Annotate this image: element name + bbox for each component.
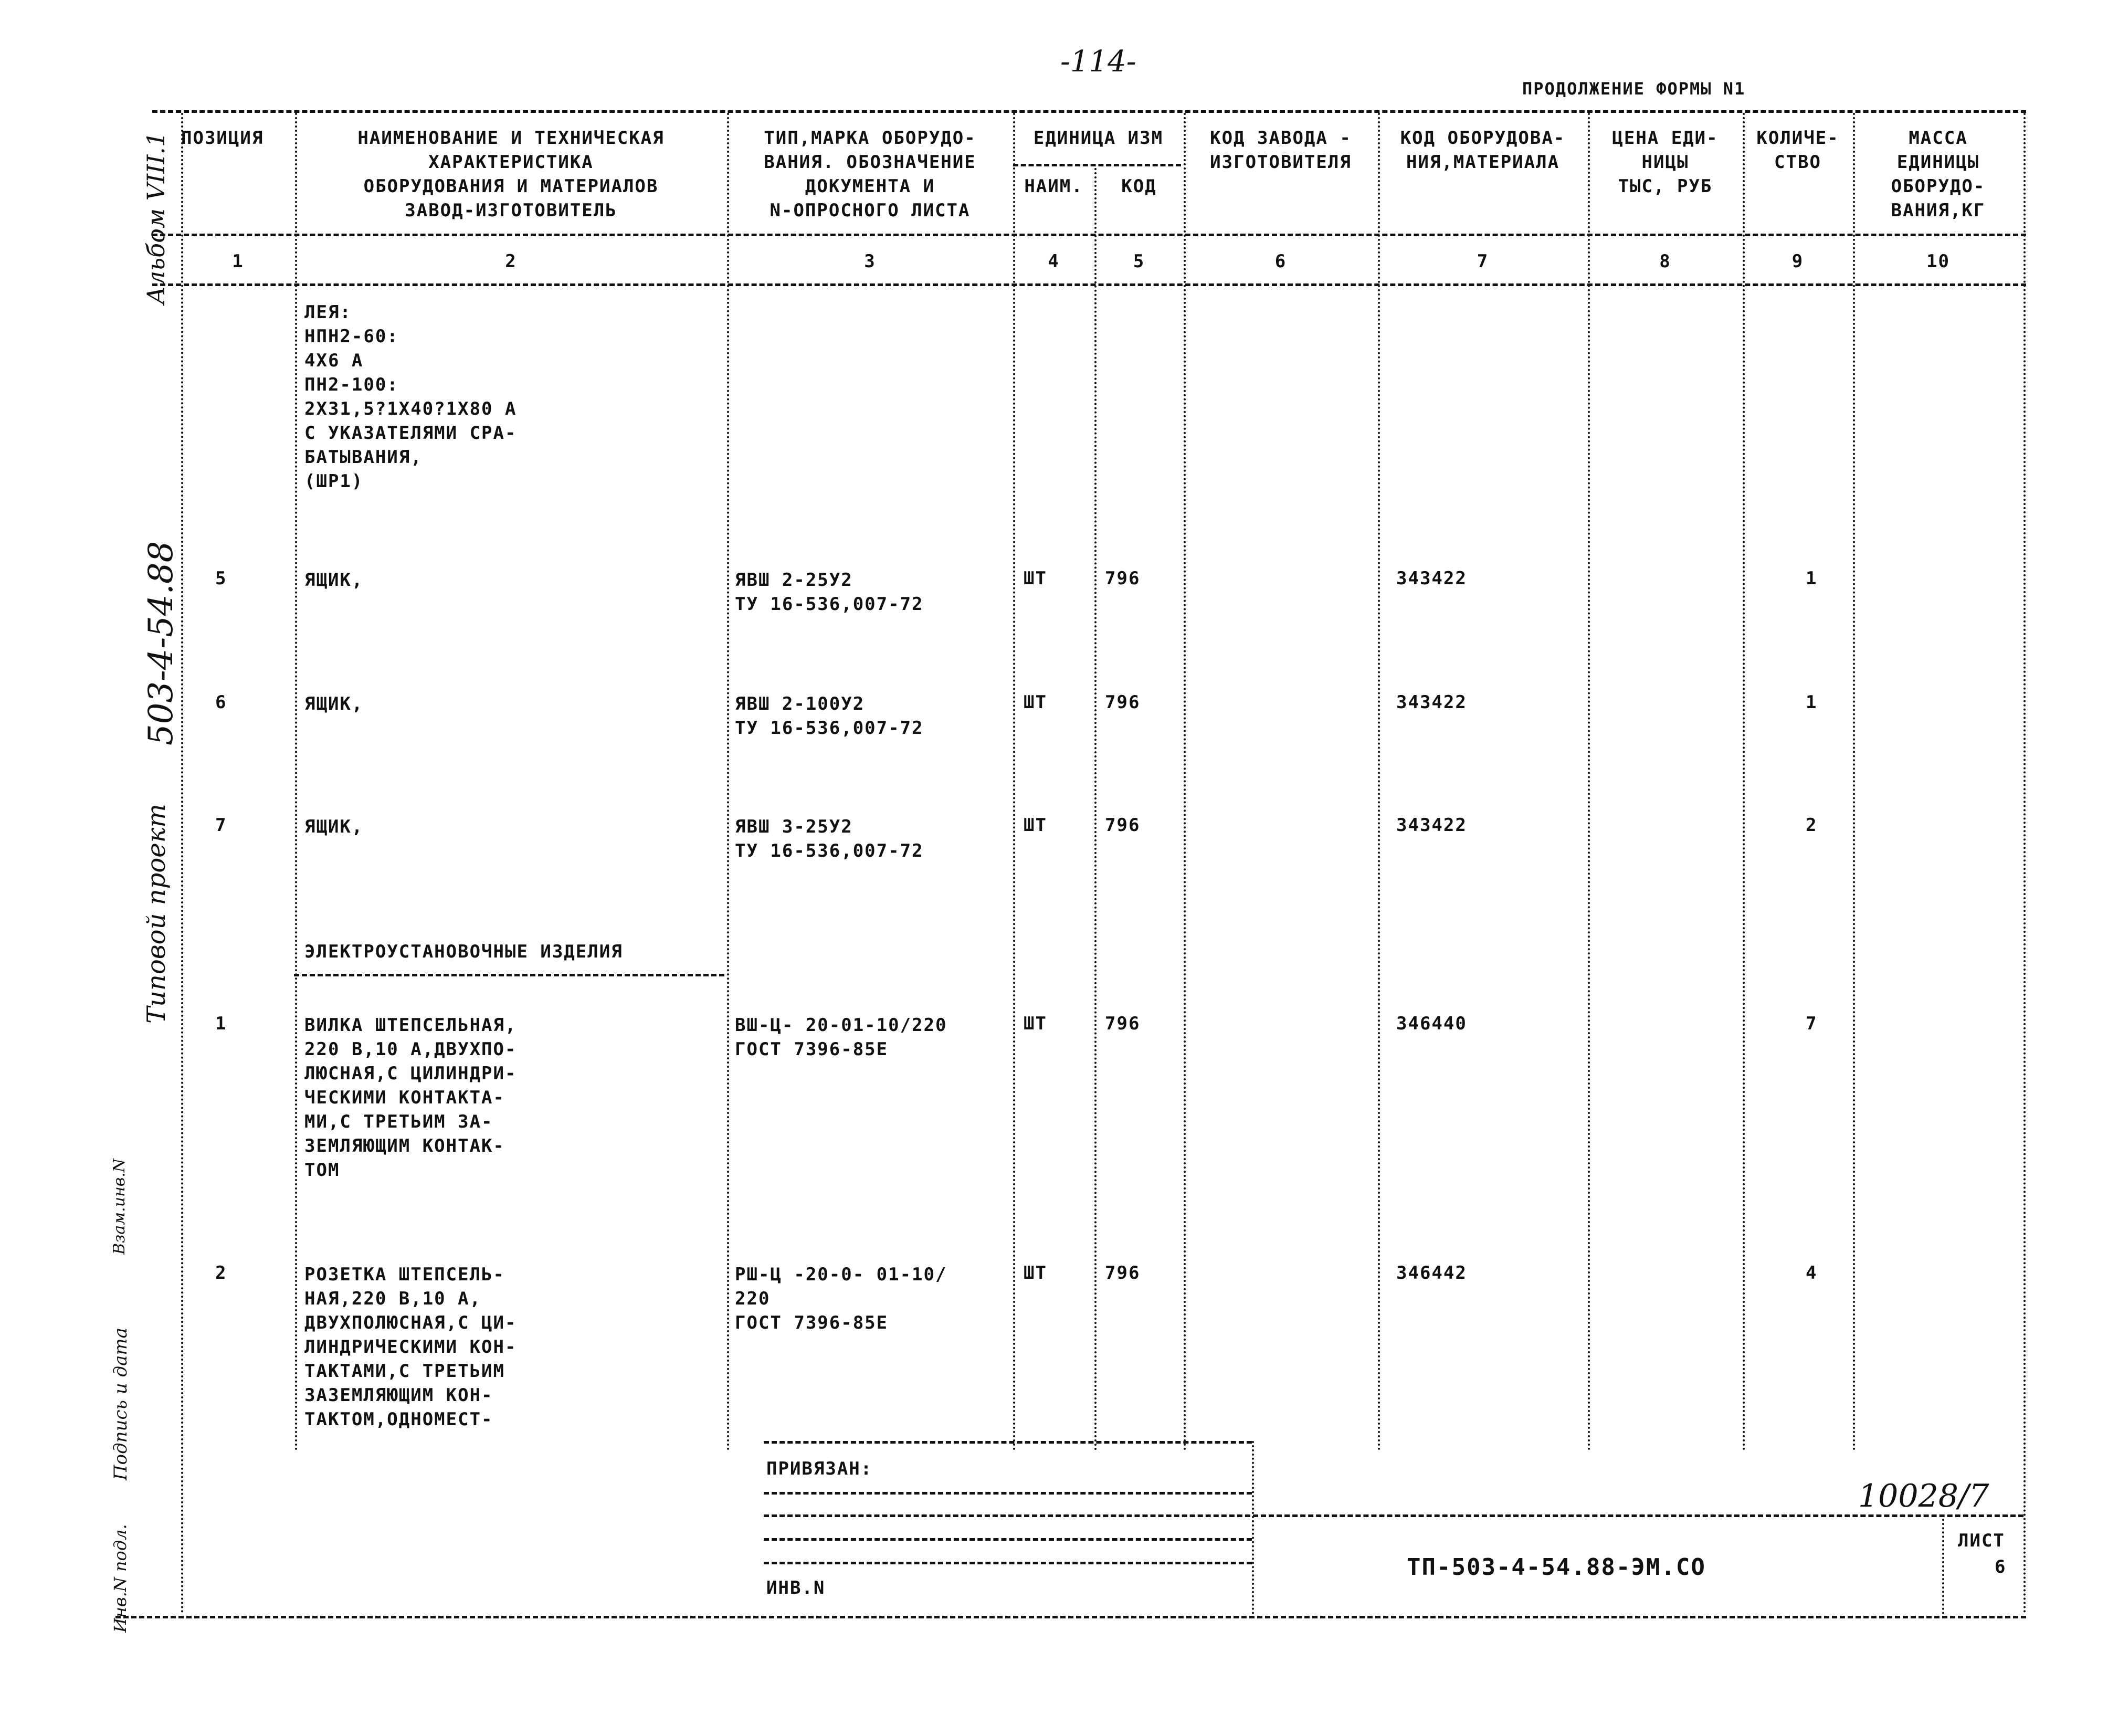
col-number-8: 8 bbox=[1659, 251, 1671, 272]
col-sep-6 bbox=[1378, 113, 1380, 1451]
col-number-9: 9 bbox=[1791, 251, 1804, 272]
col-sep-9 bbox=[1853, 113, 1855, 1451]
stamp-line-4 bbox=[764, 1538, 1252, 1541]
row-name: ЯЩИК, bbox=[304, 693, 364, 714]
row-position: 6 bbox=[215, 692, 227, 713]
header-col-price: ЦЕНА ЕДИ- НИЦЫ ТЫС, РУБ bbox=[1612, 128, 1719, 197]
stamp-line-3 bbox=[764, 1514, 2023, 1517]
header-col-quantity: КОЛИЧЕ- СТВО bbox=[1756, 128, 1839, 173]
album-label: Альбом VIII.1 bbox=[142, 131, 170, 304]
row-quantity: 1 bbox=[1806, 568, 1818, 589]
header-col-name: НАИМЕНОВАНИЕ И ТЕХНИЧЕСКАЯ ХАРАКТЕРИСТИКА ОБОРУДОВАНИЯ И МАТЕРИАЛОВ ЗАВОД-ИЗГОТОВИТЕЛЬ bbox=[357, 128, 665, 221]
section-underline bbox=[294, 974, 724, 976]
header-col-mass: МАССА ЕДИНИЦЫ ОБОРУДО- ВАНИЯ,КГ bbox=[1891, 128, 1986, 221]
row-position: 2 bbox=[215, 1262, 227, 1283]
row-unit-code: 796 bbox=[1105, 1013, 1141, 1034]
row-quantity: 4 bbox=[1806, 1262, 1818, 1283]
sheet-number: 6 bbox=[1995, 1556, 2007, 1577]
header-col-equip-code: КОД ОБОРУДОВА- НИЯ,МАТЕРИАЛА bbox=[1400, 128, 1566, 173]
table-bottom-border bbox=[115, 1616, 2026, 1618]
col-number-5: 5 bbox=[1133, 251, 1145, 272]
inv-podl-label: Инв.N подл. bbox=[110, 1524, 130, 1633]
row-unit-code: 796 bbox=[1105, 1262, 1141, 1283]
col-sep-3 bbox=[1013, 113, 1015, 1451]
stamp-sep-1 bbox=[1252, 1441, 1254, 1614]
table-top-border bbox=[152, 110, 2026, 113]
row-quantity: 1 bbox=[1806, 692, 1818, 713]
typical-project-label: Типовой проект bbox=[142, 804, 171, 1024]
row-name-line: ЛЕЯ: bbox=[304, 302, 352, 323]
row-type: ЯВШ 2-25У2 ТУ 16-536,007-72 bbox=[735, 570, 924, 615]
row-name-line: (ШР1) bbox=[304, 471, 364, 492]
stamp-sep-2 bbox=[1942, 1514, 1944, 1614]
col-sep-7 bbox=[1588, 113, 1590, 1451]
col-sep-4 bbox=[1094, 168, 1097, 1451]
row-unit-code: 796 bbox=[1105, 815, 1141, 836]
col-number-10: 10 bbox=[1926, 251, 1950, 272]
row-name: РОЗЕТКА ШТЕПСЕЛЬ- НАЯ,220 В,10 А, ДВУХПОЛЮСНАЯ,С ЦИ- ЛИНДРИЧЕСКИМИ КОН- ТАКТАМИ,С ТРЕТЬИМ ЗАЗЕМЛЯЮЩИМ КОН- ТАКТОМ,ОДНОМЕСТ- bbox=[304, 1264, 517, 1430]
header-bottom-border bbox=[152, 283, 2026, 286]
row-quantity: 2 bbox=[1806, 815, 1818, 836]
row-name-line: 2Х31,5?1Х40?1Х80 А bbox=[304, 398, 517, 419]
header-col-units: ЕДИНИЦА ИЗМ bbox=[1033, 128, 1164, 149]
row-equip-code: 346440 bbox=[1396, 1013, 1467, 1034]
vzam-inv-label: Взам.инв.N bbox=[110, 1158, 129, 1255]
row-name-line: БАТЫВАНИЯ, bbox=[304, 447, 423, 468]
col-sep-2 bbox=[727, 113, 729, 1451]
row-position: 7 bbox=[215, 815, 227, 836]
header-col-position: ПОЗИЦИЯ bbox=[181, 128, 264, 149]
col-number-4: 4 bbox=[1048, 251, 1060, 272]
project-code-label: 503-4-54.88 bbox=[142, 541, 181, 745]
handwritten-number: 10028/7 bbox=[1858, 1478, 1989, 1514]
row-unit: ШТ bbox=[1024, 815, 1047, 836]
header-col-plant-code: КОД ЗАВОДА - ИЗГОТОВИТЕЛЯ bbox=[1210, 128, 1352, 173]
row-name: ЯЩИК, bbox=[304, 570, 364, 591]
table-row bbox=[304, 300, 517, 493]
header-number-separator bbox=[152, 234, 2026, 236]
row-name-line: С УКАЗАТЕЛЯМИ СРА- bbox=[304, 423, 517, 444]
row-quantity: 7 bbox=[1806, 1013, 1818, 1034]
row-type: ЯВШ 3-25У2 ТУ 16-536,007-72 bbox=[735, 816, 924, 861]
header-col-type: ТИП,МАРКА ОБОРУДО- ВАНИЯ. ОБОЗНАЧЕНИЕ ДОКУМЕНТА И N-ОПРОСНОГО ЛИСТА bbox=[764, 128, 976, 221]
col-number-1: 1 bbox=[232, 251, 244, 272]
inv-label: ИНВ.N bbox=[766, 1577, 826, 1598]
row-name-line: 4Х6 А bbox=[304, 350, 364, 371]
row-name-line: НПН2-60: bbox=[304, 326, 399, 347]
row-unit-code: 796 bbox=[1105, 692, 1141, 713]
row-type: ВШ-Ц- 20-01-10/220 ГОСТ 7396-85Е bbox=[735, 1015, 947, 1060]
col-sep-0 bbox=[181, 113, 183, 1614]
sign-date-label: Подпись и дата bbox=[110, 1328, 131, 1480]
col-sep-10 bbox=[2023, 113, 2026, 1614]
stamp-line-1 bbox=[764, 1441, 1252, 1444]
header-col-unit-code: КОД bbox=[1121, 176, 1157, 197]
header-col-unit-name: НАИМ. bbox=[1024, 176, 1083, 197]
row-name-line: ПН2-100: bbox=[304, 374, 399, 395]
privyazan-label: ПРИВЯЗАН: bbox=[766, 1458, 873, 1479]
row-unit: ШТ bbox=[1024, 692, 1047, 713]
row-position: 5 bbox=[215, 568, 227, 589]
stamp-line-5 bbox=[764, 1562, 1252, 1564]
row-unit-code: 796 bbox=[1105, 568, 1141, 589]
row-unit: ШТ bbox=[1024, 1013, 1047, 1034]
col-number-3: 3 bbox=[864, 251, 876, 272]
row-equip-code: 343422 bbox=[1396, 568, 1467, 589]
row-equip-code: 343422 bbox=[1396, 815, 1467, 836]
col-number-7: 7 bbox=[1477, 251, 1489, 272]
stamp-line-2 bbox=[764, 1492, 1252, 1495]
row-equip-code: 343422 bbox=[1396, 692, 1467, 713]
row-unit: ШТ bbox=[1024, 1262, 1047, 1283]
sheet-label: ЛИСТ bbox=[1958, 1530, 2005, 1551]
row-equip-code: 346442 bbox=[1396, 1262, 1467, 1283]
section-heading: ЭЛЕКТРОУСТАНОВОЧНЫЕ ИЗДЕЛИЯ bbox=[304, 941, 623, 962]
units-sub-separator bbox=[1013, 164, 1181, 166]
doc-code: ТП-503-4-54.88-ЭМ.СО bbox=[1407, 1554, 1706, 1581]
col-sep-8 bbox=[1743, 113, 1745, 1451]
row-type: ЯВШ 2-100У2 ТУ 16-536,007-72 bbox=[735, 693, 924, 739]
continuation-label: ПРОДОЛЖЕНИЕ ФОРМЫ N1 bbox=[1522, 79, 1746, 99]
col-number-6: 6 bbox=[1274, 251, 1287, 272]
col-sep-5 bbox=[1184, 113, 1186, 1451]
row-unit: ШТ bbox=[1024, 568, 1047, 589]
col-number-2: 2 bbox=[505, 251, 517, 272]
col-sep-1 bbox=[295, 113, 297, 1451]
row-name: ЯЩИК, bbox=[304, 816, 364, 837]
row-position: 1 bbox=[215, 1013, 227, 1034]
page-number: -114- bbox=[1060, 45, 1136, 79]
row-type: РШ-Ц -20-0- 01-10/ 220 ГОСТ 7396-85Е bbox=[735, 1264, 947, 1333]
row-name: ВИЛКА ШТЕПСЕЛЬНАЯ, 220 В,10 А,ДВУХПО- ЛЮСНАЯ,С ЦИЛИНДРИ- ЧЕСКИМИ КОНТАКТА- МИ,С ТРЕТЬИМ ЗА- ЗЕМЛЯЮЩИМ КОНТАК- ТОМ bbox=[304, 1015, 517, 1181]
